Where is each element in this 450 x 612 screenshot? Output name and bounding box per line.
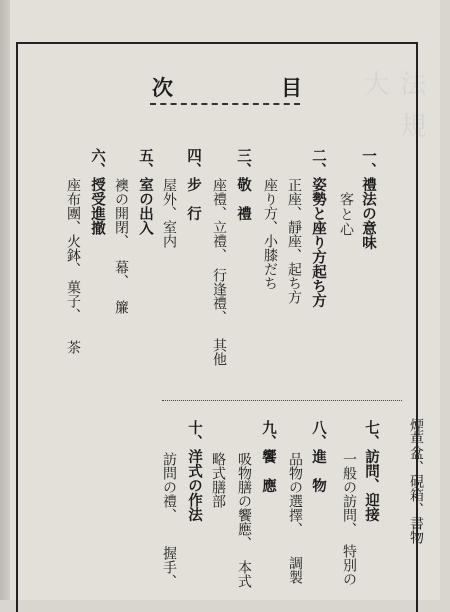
toc-subtopic: 茶 xyxy=(65,340,81,354)
toc-entry-3-sub-c xyxy=(208,338,230,366)
toc-heading: 洋式の作法 xyxy=(186,449,202,522)
toc-entry-7-side xyxy=(405,418,427,544)
toc-entry-1-sub xyxy=(335,178,357,237)
toc-number: 二、 xyxy=(310,148,326,177)
toc-subtopic: 菓子、 xyxy=(65,280,81,322)
toc-subtopic: 握手、 xyxy=(161,546,177,588)
toc-heading: 敬 禮 xyxy=(235,177,251,221)
toc-entry-6-sub-c xyxy=(62,340,84,354)
show-through-text: 法規大 xyxy=(359,70,426,154)
toc-entry-9-sub-b xyxy=(233,560,255,588)
toc-number: 三、 xyxy=(235,148,251,177)
toc-heading: 姿勢と座り方起ち方 xyxy=(310,177,326,308)
toc-entry-5-sub xyxy=(110,178,132,248)
toc-entry-3-sub-b xyxy=(208,268,230,324)
page-gutter xyxy=(0,0,10,600)
toc-subtopic: 座禮、立禮、 xyxy=(211,178,227,262)
toc-entry-5-sub-c xyxy=(110,300,132,314)
toc-entry-10-sub-b xyxy=(158,452,180,522)
title-char-left: 次 xyxy=(152,76,173,100)
toc-entry-7-sub xyxy=(338,452,360,536)
toc-entry-7[interactable] xyxy=(360,420,382,522)
toc-entry-3-sub xyxy=(208,178,230,262)
section-divider xyxy=(162,400,402,401)
toc-subtopic: 調製 xyxy=(287,556,303,584)
toc-subtopic: 吸物膳の饗應、 xyxy=(236,452,252,550)
toc-subtopic: 品物の選擇、 xyxy=(287,452,303,536)
toc-subtopic: 煙草盆、硯箱、書物 xyxy=(408,418,424,544)
toc-entry-6[interactable] xyxy=(86,148,108,235)
toc-entry-9[interactable] xyxy=(257,420,279,493)
toc-heading: 進 物 xyxy=(310,449,326,493)
toc-entry-8-sub-b xyxy=(284,556,306,584)
toc-entry-10[interactable] xyxy=(183,420,205,522)
toc-subtopic: 一般の訪問、 xyxy=(341,452,357,536)
toc-number: 八、 xyxy=(310,420,326,449)
toc-subtopic: 座り方、小膝だち xyxy=(262,178,278,290)
toc-entry-2-sub-b xyxy=(259,178,281,290)
toc-subtopic: 座布團、火鉢、 xyxy=(65,178,81,276)
toc-heading: 步 行 xyxy=(185,177,201,221)
toc-heading: 授受進撤 xyxy=(89,177,105,235)
toc-subtopic: 正座、靜座、起ち方 xyxy=(286,178,302,304)
toc-entry-5[interactable] xyxy=(134,148,156,235)
toc-number: 十、 xyxy=(186,420,202,449)
toc-entry-6-sub-b xyxy=(62,280,84,322)
toc-subtopic: 幕、 xyxy=(113,260,129,288)
toc-subtopic: 略式膳部 xyxy=(210,452,226,508)
toc-subtopic: 簾 xyxy=(113,300,129,314)
toc-heading: 禮法の意味 xyxy=(360,177,376,250)
toc-number: 七、 xyxy=(363,420,379,449)
toc-subtopic: 訪問の禮、 xyxy=(161,452,177,522)
title-char-right: 目 xyxy=(281,76,302,100)
toc-subtopic: 特別の xyxy=(341,544,357,586)
toc-entry-10-sub xyxy=(207,452,229,508)
toc-entry-2[interactable] xyxy=(307,148,329,308)
toc-subtopic: 客と心 xyxy=(338,192,354,237)
toc-number: 九、 xyxy=(260,420,276,449)
toc-number: 一、 xyxy=(360,148,376,177)
toc-entry-7-sub-b xyxy=(338,544,360,586)
title-underline xyxy=(150,103,300,105)
toc-entry-3[interactable] xyxy=(232,148,254,221)
page-title xyxy=(152,72,302,102)
toc-number: 六、 xyxy=(89,148,105,177)
toc-entry-10-sub-c xyxy=(158,546,180,588)
toc-entry-9-sub xyxy=(233,452,255,550)
toc-subtopic: 行逢禮、 xyxy=(211,268,227,324)
toc-subtopic: 本式 xyxy=(236,560,252,588)
toc-entry-6-sub xyxy=(62,178,84,276)
toc-heading: 饗 應 xyxy=(260,449,276,493)
toc-heading: 訪問、迎接 xyxy=(363,449,379,522)
toc-entry-4[interactable] xyxy=(182,148,204,221)
toc-entry-2-sub-a xyxy=(283,178,305,304)
toc-entry-8-sub xyxy=(284,452,306,536)
toc-entry-1[interactable] xyxy=(357,148,379,250)
toc-entry-5-sub-b xyxy=(110,260,132,288)
toc-number: 五、 xyxy=(137,148,153,177)
toc-heading: 室の出入 xyxy=(137,177,153,235)
toc-subtopic: 襖の開閉、 xyxy=(113,178,129,248)
toc-subtopic: 其他 xyxy=(211,338,227,366)
toc-entry-8[interactable] xyxy=(307,420,329,493)
toc-entry-4-sub xyxy=(158,178,180,248)
toc-subtopic: 屋外、室内 xyxy=(161,178,177,248)
toc-number: 四、 xyxy=(185,148,201,177)
